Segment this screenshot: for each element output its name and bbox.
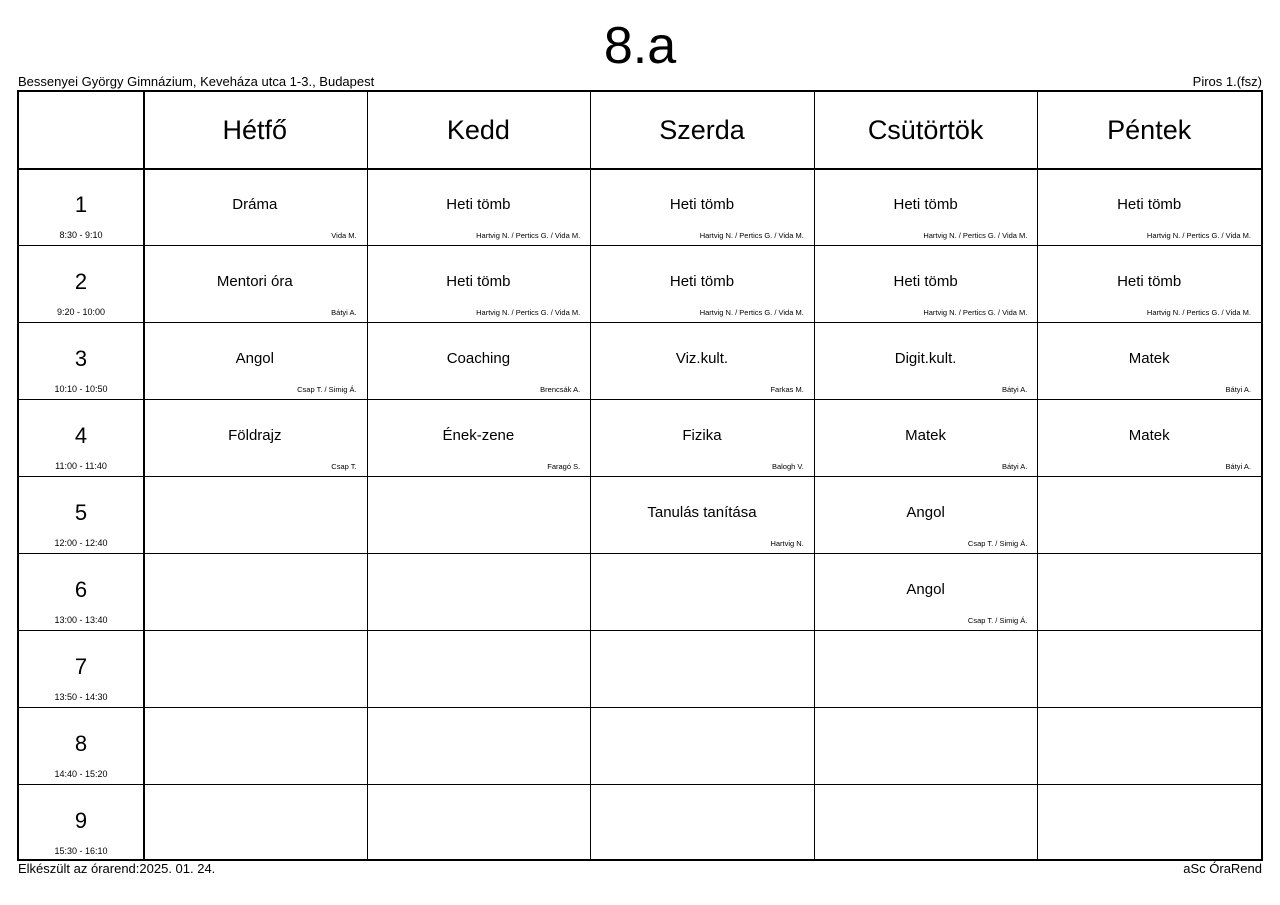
period-number: 8 [74, 731, 88, 756]
timetable-grid [17, 90, 1263, 861]
lesson-subject: Fizika [682, 427, 722, 444]
row-divider [19, 630, 1261, 631]
lesson-subject: Heti tömb [446, 273, 511, 290]
lesson-cell [367, 399, 591, 476]
day-header-2: Kedd [446, 115, 510, 145]
period-cell [19, 476, 143, 553]
period-number: 2 [74, 269, 88, 294]
period-number: 9 [74, 808, 88, 833]
period-time: 11:00 - 11:40 [55, 461, 107, 471]
lesson-cell [814, 322, 1038, 399]
period-cell [19, 168, 143, 245]
lesson-cell [143, 399, 367, 476]
period-time: 15:30 - 16:10 [54, 846, 108, 856]
room-label: Piros 1.(fsz) [1192, 74, 1262, 89]
lesson-teacher: Faragó S. [547, 462, 581, 471]
lesson-teacher: Farkas M. [770, 385, 804, 394]
period-number: 4 [74, 423, 88, 448]
period-cell [19, 630, 143, 707]
lesson-cell [367, 630, 591, 707]
lesson-teacher: Bátyi A. [1225, 462, 1251, 471]
lesson-teacher: Vida M. [331, 231, 357, 240]
day-header-5: Péntek [1107, 115, 1192, 145]
lesson-cell [814, 707, 1038, 784]
period-column-divider [143, 92, 145, 859]
lesson-cell [367, 784, 591, 861]
page-title: 8.a [603, 17, 677, 75]
day-header-4: Csütörtök [867, 115, 984, 145]
lesson-teacher: Csap T. [331, 462, 357, 471]
lesson-cell [590, 707, 814, 784]
lesson-subject: Digit.kult. [894, 350, 957, 367]
lesson-teacher: Hartvig N. / Pertics G. / Vida M. [476, 231, 581, 240]
period-number: 7 [74, 654, 88, 679]
lesson-cell [814, 630, 1038, 707]
row-divider [19, 245, 1261, 246]
lesson-cell [814, 476, 1038, 553]
lesson-cell [143, 476, 367, 553]
period-time: 10:10 - 10:50 [54, 384, 108, 394]
lesson-teacher: Bátyi A. [1001, 462, 1028, 471]
lesson-subject: Dráma [232, 196, 278, 213]
lesson-cell [1037, 784, 1261, 861]
lesson-teacher: Hartvig N. [770, 539, 804, 548]
period-time: 9:20 - 10:00 [56, 307, 106, 317]
lesson-teacher: Csap T. / Simig Á. [967, 539, 1028, 548]
row-divider [19, 399, 1261, 400]
period-number: 5 [74, 500, 88, 525]
lesson-cell [590, 784, 814, 861]
lesson-cell [1037, 476, 1261, 553]
period-cell [19, 322, 143, 399]
period-time: 8:30 - 9:10 [59, 230, 103, 240]
period-time: 13:50 - 14:30 [54, 692, 108, 702]
lesson-teacher: Hartvig N. / Pertics G. / Vida M. [1146, 231, 1251, 240]
lesson-subject: Heti tömb [1117, 273, 1182, 290]
lesson-teacher: Hartvig N. / Pertics G. / Vida M. [699, 308, 804, 317]
lesson-cell [367, 707, 591, 784]
row-divider [19, 784, 1261, 785]
lesson-subject: Heti tömb [893, 273, 958, 290]
lesson-cell [143, 784, 367, 861]
lesson-cell [814, 245, 1038, 322]
lesson-teacher: Bátyi A. [331, 308, 357, 317]
day-header-3: Szerda [659, 115, 745, 145]
lesson-cell [590, 245, 814, 322]
lesson-subject: Mentori óra [216, 273, 293, 290]
lesson-cell [590, 168, 814, 245]
day-column-divider [367, 92, 368, 859]
period-time: 12:00 - 12:40 [54, 538, 108, 548]
lesson-cell [367, 322, 591, 399]
lesson-cell [814, 553, 1038, 630]
lesson-cell [1037, 322, 1261, 399]
lesson-subject: Viz.kult. [675, 350, 729, 367]
lesson-subject: Angol [235, 350, 274, 367]
period-cell [19, 553, 143, 630]
lesson-cell [1037, 553, 1261, 630]
lesson-cell [814, 784, 1038, 861]
lesson-teacher: Hartvig N. / Pertics G. / Vida M. [923, 231, 1028, 240]
lesson-cell [1037, 168, 1261, 245]
row-divider [19, 707, 1261, 708]
lesson-cell [143, 630, 367, 707]
lesson-subject: Heti tömb [1117, 196, 1182, 213]
row-divider [19, 553, 1261, 554]
lesson-subject: Matek [905, 427, 947, 444]
lesson-cell [590, 553, 814, 630]
lesson-teacher: Balogh V. [771, 462, 804, 471]
lesson-cell [590, 476, 814, 553]
period-time: 13:00 - 13:40 [54, 615, 108, 625]
lesson-cell [143, 322, 367, 399]
lesson-subject: Heti tömb [893, 196, 958, 213]
period-number: 1 [74, 192, 88, 217]
period-cell [19, 784, 143, 861]
lesson-cell [814, 399, 1038, 476]
lesson-cell [367, 553, 591, 630]
period-cell [19, 245, 143, 322]
lesson-subject: Matek [1128, 350, 1170, 367]
lesson-subject: Földrajz [228, 427, 282, 444]
lesson-cell [367, 245, 591, 322]
lesson-cell [367, 476, 591, 553]
day-header-1: Hétfő [222, 115, 288, 145]
lesson-teacher: Hartvig N. / Pertics G. / Vida M. [699, 231, 804, 240]
lesson-teacher: Hartvig N. / Pertics G. / Vida M. [1146, 308, 1251, 317]
lesson-teacher: Csap T. / Simig Á. [297, 385, 357, 394]
lesson-cell [143, 168, 367, 245]
school-name: Bessenyei György Gimnázium, Keveháza utca 1-3., Budapest [18, 74, 375, 89]
lesson-subject: Heti tömb [669, 196, 735, 213]
row-divider [19, 322, 1261, 323]
lesson-subject: Coaching [446, 350, 511, 367]
lesson-cell [1037, 630, 1261, 707]
lesson-subject: Heti tömb [669, 273, 735, 290]
lesson-cell [1037, 399, 1261, 476]
header-divider [19, 168, 1261, 170]
lesson-subject: Ének-zene [442, 427, 515, 444]
day-column-divider [590, 92, 591, 859]
lesson-cell [367, 168, 591, 245]
period-cell [19, 707, 143, 784]
lesson-cell [143, 245, 367, 322]
period-number: 6 [74, 577, 88, 602]
created-date: Elkészült az órarend:2025. 01. 24. [18, 861, 216, 876]
lesson-teacher: Brencsák A. [540, 385, 581, 394]
row-divider [19, 476, 1261, 477]
period-cell [19, 399, 143, 476]
lesson-subject: Heti tömb [446, 196, 511, 213]
day-column-divider [814, 92, 815, 859]
lesson-teacher: Csap T. / Simig Á. [967, 616, 1028, 625]
lesson-cell [143, 553, 367, 630]
lesson-teacher: Bátyi A. [1001, 385, 1028, 394]
lesson-teacher: Hartvig N. / Pertics G. / Vida M. [476, 308, 581, 317]
lesson-subject: Angol [906, 504, 945, 521]
lesson-cell [1037, 245, 1261, 322]
lesson-teacher: Hartvig N. / Pertics G. / Vida M. [923, 308, 1028, 317]
lesson-subject: Angol [906, 581, 945, 598]
lesson-subject: Matek [1128, 427, 1170, 444]
lesson-cell [590, 399, 814, 476]
lesson-cell [590, 630, 814, 707]
day-column-divider [1037, 92, 1038, 859]
lesson-cell [143, 707, 367, 784]
lesson-cell [814, 168, 1038, 245]
period-number: 3 [74, 346, 88, 371]
lesson-subject: Tanulás tanítása [647, 504, 757, 521]
lesson-cell [590, 322, 814, 399]
lesson-teacher: Bátyi A. [1225, 385, 1251, 394]
lesson-cell [1037, 707, 1261, 784]
software-credit: aSc ÓraRend [1183, 861, 1262, 876]
period-time: 14:40 - 15:20 [54, 769, 108, 779]
